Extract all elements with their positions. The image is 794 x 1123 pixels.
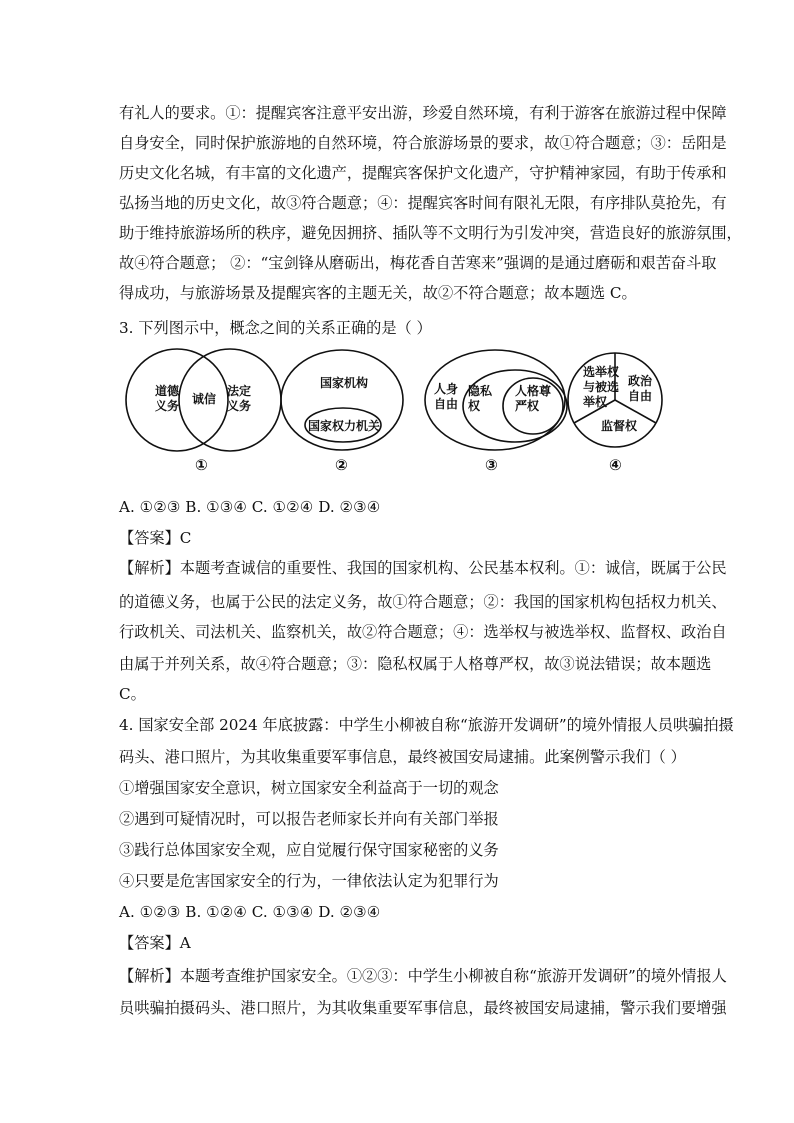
diagram4-label-a: 选举权与被选举权	[583, 365, 620, 409]
text-line: 的道德义务，也属于公民的法定义务，故①符合题意；②：我国的国家机构包括权力机关、	[119, 593, 727, 611]
text-line: C。	[119, 685, 146, 703]
diagram4-number: ④	[609, 456, 622, 474]
text-line: 助于维持旅游场所的秩序，避免因拥挤、插队等不文明行为引发冲突，营造良好的旅游氛围，	[119, 224, 742, 242]
q4-analysis: 【解析】本题考查维护国家安全。①②③：中学生小柳被自称“旅游开发调研”的境外情报人	[119, 967, 727, 985]
text-line: 得成功，与旅游场景及提醒宾客的主题无关，故②不符合题意；故本题选 C。	[119, 284, 637, 302]
q4-statement-3: ③践行总体国家安全观，应自觉履行保守国家秘密的义务	[119, 841, 499, 859]
text-line: 有礼人的要求。①：提醒宾客注意平安出游，珍爱自然环境，有利于游客在旅游过程中保障	[119, 104, 727, 122]
q4-statement-1: ①增强国家安全意识，树立国家安全利益高于一切的观念	[119, 779, 499, 797]
q4-statement-2: ②遇到可疑情况时，可以报告老师家长并向有关部门举报	[119, 810, 499, 828]
diagram1-label-left: 道德义务	[155, 384, 180, 413]
diagram2-number: ②	[335, 456, 348, 474]
diagram1-number: ①	[195, 456, 208, 474]
text-line: 弘扬当地的历史文化，故③符合题意；④：提醒宾客时间有限礼无限，有序排队莫抢先，有	[119, 194, 727, 212]
text-line: 员哄骗拍摄码头、港口照片，为其收集重要军事信息，最终被国安局逮捕，警示我们要增强	[119, 999, 727, 1017]
diagram2-label-outer: 国家机构	[320, 376, 369, 390]
diagram3-number: ③	[485, 456, 498, 474]
q4-statement-4: ④只要是危害国家安全的行为，一律依法认定为犯罪行为	[119, 872, 499, 890]
text-line: 自身安全，同时保护旅游地的自然环境，符合旅游场景的要求，故①符合题意；③：岳阳是	[119, 134, 727, 152]
diagram2-label-inner: 国家权力机关	[308, 419, 381, 433]
text-line: 行政机关、司法机关、监察机关，故②符合题意；④：选举权与被选举权、监督权、政治自	[119, 623, 727, 641]
text-line: 由属于并列关系，故④符合题意；③：隐私权属于人格尊严权，故③说法错误；故本题选	[119, 655, 712, 673]
diagram3-label-outer: 人身自由	[434, 382, 459, 411]
diagram4-label-c: 监督权	[601, 419, 638, 433]
diagram4-label-b: 政治自由	[628, 374, 653, 403]
question-3: 3. 下列图示中，概念之间的关系正确的是（ ）	[119, 319, 432, 337]
q4-options: A. ①②③ B. ①②④ C. ①③④ D. ②③④	[119, 903, 381, 921]
q3-options: A. ①②③ B. ①③④ C. ①②④ D. ②③④	[119, 498, 381, 516]
q3-answer: 【答案】C	[119, 529, 192, 547]
question-4: 4. 国家安全部 2024 年底披露：中学生小柳被自称“旅游开发调研”的境外情报人员哄骗拍摄	[119, 716, 734, 734]
q3-analysis: 【解析】本题考查诚信的重要性、我国的国家机构、公民基本权利。①：诚信，既属于公民	[119, 559, 727, 577]
diagram1-label-right: 法定义务	[227, 384, 252, 413]
diagram1-label-middle: 诚信	[192, 392, 217, 406]
text-line: 故④符合题意； ②：“宝剑锋从磨砺出，梅花香自苦寒来”强调的是通过磨砺和艰苦奋斗取	[119, 254, 717, 272]
concept-diagrams	[115, 348, 675, 478]
diagram2-outer-ellipse	[281, 350, 403, 450]
q4-answer: 【答案】A	[119, 934, 191, 952]
diagram3-label-inner: 人格尊严权	[515, 384, 552, 413]
diagram3-label-middle: 隐私权	[468, 384, 493, 413]
text-line: 历史文化名城，有丰富的文化遗产，提醒宾客保护文化遗产，守护精神家园，有助于传承和	[119, 164, 727, 182]
text-line: 码头、港口照片，为其收集重要军事信息，最终被国安局逮捕。此案例警示我们（ ）	[119, 748, 686, 766]
